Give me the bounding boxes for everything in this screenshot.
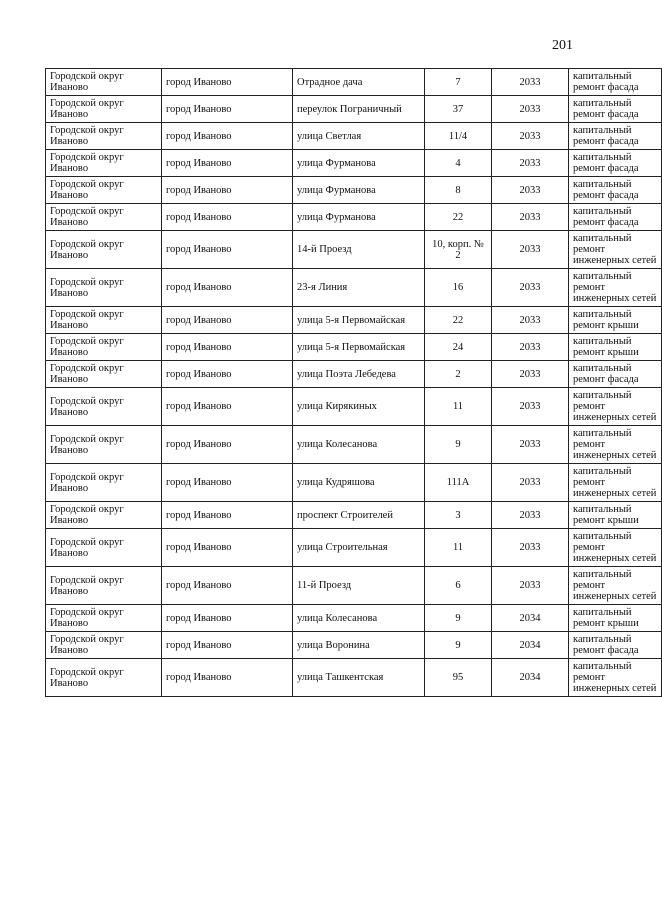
cell-municipal-district: Городской округ Иваново: [46, 307, 162, 334]
table-row: [46, 464, 662, 502]
cell-settlement: город Иваново: [162, 605, 293, 632]
cell-settlement: город Иваново: [162, 69, 293, 96]
table-row: [46, 605, 662, 632]
cell-municipal-district: Городской округ Иваново: [46, 204, 162, 231]
page-number: 201: [552, 38, 573, 53]
cell-house-number: 111А: [425, 464, 492, 502]
table-row: [46, 361, 662, 388]
cell-house-number: 37: [425, 96, 492, 123]
cell-municipal-district: Городской округ Иваново: [46, 632, 162, 659]
cell-settlement: город Иваново: [162, 361, 293, 388]
cell-house-number: 9: [425, 605, 492, 632]
cell-work-type: капитальный ремонт инженерных сетей: [569, 388, 662, 426]
cell-planned-year: 2033: [492, 529, 569, 567]
cell-planned-year: 2033: [492, 334, 569, 361]
table-row: [46, 567, 662, 605]
cell-work-type: капитальный ремонт крыши: [569, 605, 662, 632]
cell-settlement: город Иваново: [162, 231, 293, 269]
cell-settlement: город Иваново: [162, 150, 293, 177]
cell-municipal-district: Городской округ Иваново: [46, 96, 162, 123]
cell-street: улица Светлая: [293, 123, 425, 150]
cell-street: улица Фурманова: [293, 177, 425, 204]
cell-house-number: 2: [425, 361, 492, 388]
cell-house-number: 8: [425, 177, 492, 204]
table-row: [46, 269, 662, 307]
cell-planned-year: 2033: [492, 177, 569, 204]
cell-municipal-district: Городской округ Иваново: [46, 426, 162, 464]
cell-street: улица Ташкентская: [293, 659, 425, 697]
cell-settlement: город Иваново: [162, 334, 293, 361]
table-row: [46, 69, 662, 96]
cell-settlement: город Иваново: [162, 204, 293, 231]
cell-planned-year: 2033: [492, 269, 569, 307]
cell-planned-year: 2033: [492, 567, 569, 605]
cell-street: переулок Пограничный: [293, 96, 425, 123]
cell-municipal-district: Городской округ Иваново: [46, 567, 162, 605]
cell-house-number: 11: [425, 529, 492, 567]
cell-work-type: капитальный ремонт инженерных сетей: [569, 529, 662, 567]
table-row: [46, 388, 662, 426]
cell-planned-year: 2033: [492, 502, 569, 529]
table-row: [46, 177, 662, 204]
cell-house-number: 9: [425, 632, 492, 659]
cell-settlement: город Иваново: [162, 269, 293, 307]
cell-house-number: 16: [425, 269, 492, 307]
cell-work-type: капитальный ремонт фасада: [569, 96, 662, 123]
cell-settlement: город Иваново: [162, 307, 293, 334]
cell-work-type: капитальный ремонт инженерных сетей: [569, 231, 662, 269]
cell-street: улица Кирякиных: [293, 388, 425, 426]
cell-municipal-district: Городской округ Иваново: [46, 269, 162, 307]
cell-street: улица Фурманова: [293, 204, 425, 231]
cell-house-number: 7: [425, 69, 492, 96]
cell-planned-year: 2033: [492, 96, 569, 123]
table-row: [46, 96, 662, 123]
cell-municipal-district: Городской округ Иваново: [46, 231, 162, 269]
cell-work-type: капитальный ремонт фасада: [569, 204, 662, 231]
cell-municipal-district: Городской округ Иваново: [46, 529, 162, 567]
table-row: [46, 307, 662, 334]
cell-street: улица Колесанова: [293, 605, 425, 632]
cell-street: проспект Строителей: [293, 502, 425, 529]
cell-planned-year: 2034: [492, 605, 569, 632]
cell-planned-year: 2033: [492, 426, 569, 464]
cell-municipal-district: Городской округ Иваново: [46, 388, 162, 426]
cell-house-number: 24: [425, 334, 492, 361]
cell-street: 23-я Линия: [293, 269, 425, 307]
cell-work-type: капитальный ремонт крыши: [569, 502, 662, 529]
table-row: [46, 204, 662, 231]
cell-planned-year: 2033: [492, 307, 569, 334]
cell-house-number: 95: [425, 659, 492, 697]
cell-municipal-district: Городской округ Иваново: [46, 605, 162, 632]
cell-work-type: капитальный ремонт крыши: [569, 307, 662, 334]
cell-work-type: капитальный ремонт фасада: [569, 150, 662, 177]
cell-work-type: капитальный ремонт инженерных сетей: [569, 567, 662, 605]
cell-settlement: город Иваново: [162, 659, 293, 697]
cell-house-number: 3: [425, 502, 492, 529]
cell-settlement: город Иваново: [162, 123, 293, 150]
cell-work-type: капитальный ремонт инженерных сетей: [569, 426, 662, 464]
cell-street: улица 5-я Первомайская: [293, 334, 425, 361]
cell-work-type: капитальный ремонт инженерных сетей: [569, 659, 662, 697]
repair-schedule-table: [45, 68, 662, 697]
cell-work-type: капитальный ремонт фасада: [569, 177, 662, 204]
cell-municipal-district: Городской округ Иваново: [46, 361, 162, 388]
cell-planned-year: 2033: [492, 464, 569, 502]
cell-work-type: капитальный ремонт фасада: [569, 123, 662, 150]
cell-street: Отрадное дача: [293, 69, 425, 96]
cell-municipal-district: Городской округ Иваново: [46, 334, 162, 361]
table-row: [46, 426, 662, 464]
cell-settlement: город Иваново: [162, 567, 293, 605]
cell-house-number: 4: [425, 150, 492, 177]
cell-municipal-district: Городской округ Иваново: [46, 123, 162, 150]
cell-street: улица Колесанова: [293, 426, 425, 464]
cell-settlement: город Иваново: [162, 388, 293, 426]
cell-house-number: 11/4: [425, 123, 492, 150]
cell-house-number: 10, корп. № 2: [425, 231, 492, 269]
cell-work-type: капитальный ремонт фасада: [569, 69, 662, 96]
cell-work-type: капитальный ремонт крыши: [569, 334, 662, 361]
cell-planned-year: 2034: [492, 632, 569, 659]
cell-municipal-district: Городской округ Иваново: [46, 464, 162, 502]
cell-house-number: 22: [425, 204, 492, 231]
table-row: [46, 231, 662, 269]
table-row: [46, 150, 662, 177]
cell-planned-year: 2033: [492, 123, 569, 150]
cell-municipal-district: Городской округ Иваново: [46, 502, 162, 529]
cell-municipal-district: Городской округ Иваново: [46, 69, 162, 96]
cell-planned-year: 2034: [492, 659, 569, 697]
cell-planned-year: 2033: [492, 361, 569, 388]
cell-street: улица Воронина: [293, 632, 425, 659]
cell-work-type: капитальный ремонт инженерных сетей: [569, 464, 662, 502]
table-row: [46, 529, 662, 567]
cell-planned-year: 2033: [492, 388, 569, 426]
cell-street: улица Кудряшова: [293, 464, 425, 502]
cell-settlement: город Иваново: [162, 426, 293, 464]
cell-street: 14-й Проезд: [293, 231, 425, 269]
table-row: [46, 659, 662, 697]
cell-municipal-district: Городской округ Иваново: [46, 659, 162, 697]
cell-house-number: 22: [425, 307, 492, 334]
cell-planned-year: 2033: [492, 204, 569, 231]
cell-settlement: город Иваново: [162, 502, 293, 529]
cell-work-type: капитальный ремонт фасада: [569, 632, 662, 659]
table-body: [46, 69, 662, 697]
cell-street: улица Поэта Лебедева: [293, 361, 425, 388]
cell-municipal-district: Городской округ Иваново: [46, 177, 162, 204]
cell-settlement: город Иваново: [162, 464, 293, 502]
cell-settlement: город Иваново: [162, 529, 293, 567]
table-row: [46, 632, 662, 659]
cell-street: улица 5-я Первомайская: [293, 307, 425, 334]
cell-municipal-district: Городской округ Иваново: [46, 150, 162, 177]
cell-house-number: 9: [425, 426, 492, 464]
cell-planned-year: 2033: [492, 231, 569, 269]
cell-street: 11-й Проезд: [293, 567, 425, 605]
cell-house-number: 11: [425, 388, 492, 426]
cell-work-type: капитальный ремонт инженерных сетей: [569, 269, 662, 307]
cell-planned-year: 2033: [492, 150, 569, 177]
cell-settlement: город Иваново: [162, 96, 293, 123]
cell-planned-year: 2033: [492, 69, 569, 96]
cell-settlement: город Иваново: [162, 632, 293, 659]
cell-street: улица Строительная: [293, 529, 425, 567]
table-row: [46, 502, 662, 529]
table-row: [46, 123, 662, 150]
cell-settlement: город Иваново: [162, 177, 293, 204]
cell-house-number: 6: [425, 567, 492, 605]
cell-work-type: капитальный ремонт фасада: [569, 361, 662, 388]
table-row: [46, 334, 662, 361]
cell-street: улица Фурманова: [293, 150, 425, 177]
